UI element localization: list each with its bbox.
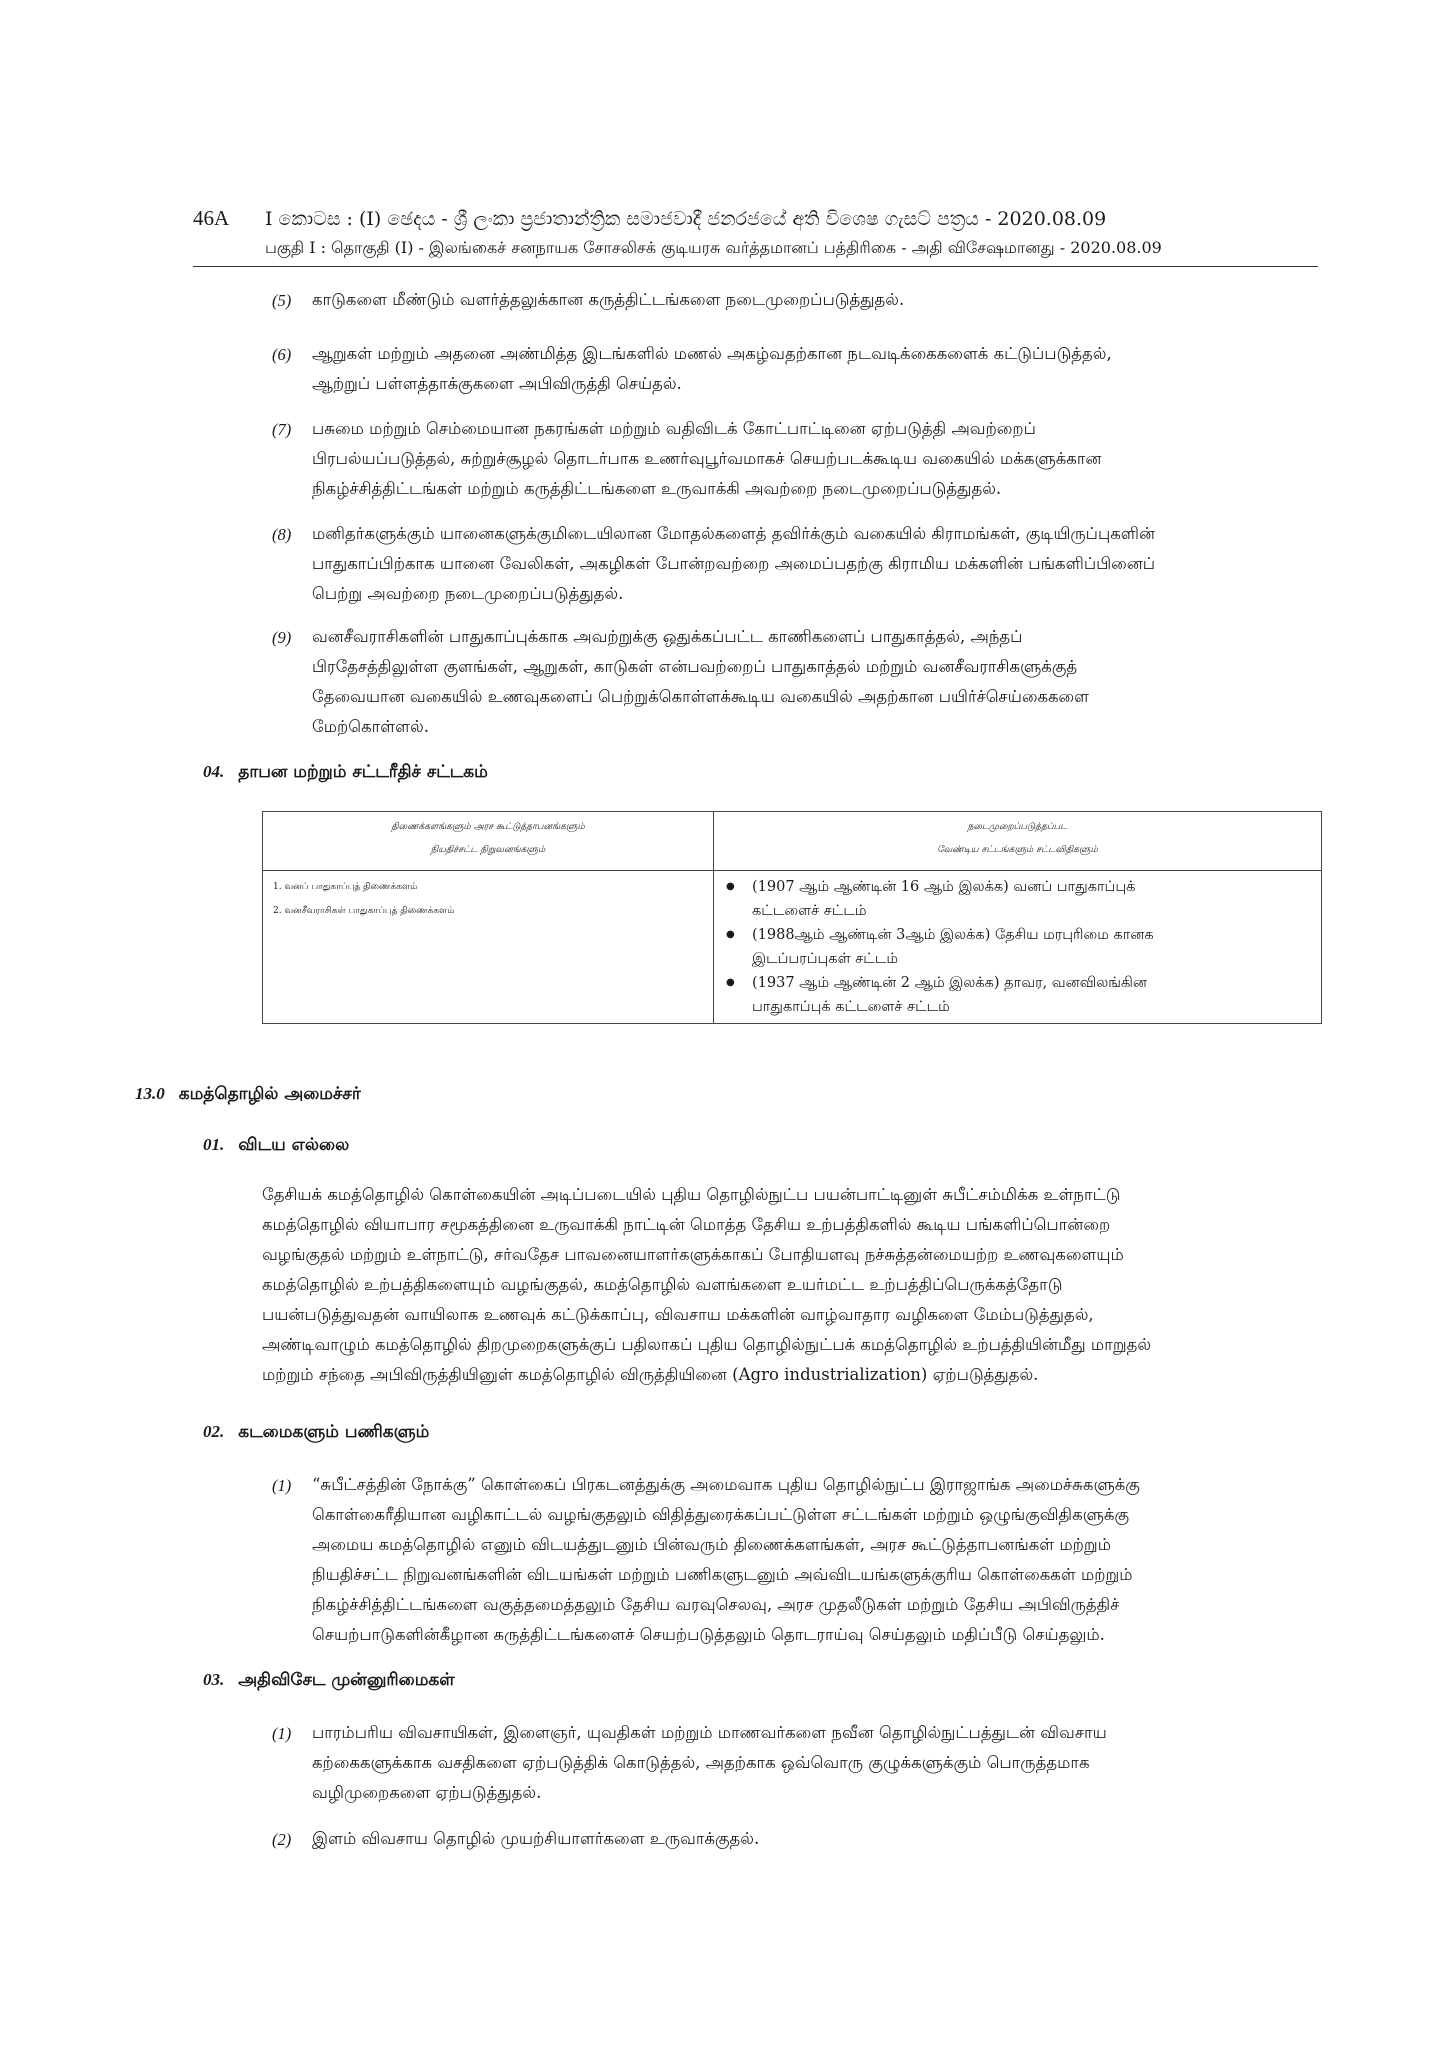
item-number: (9): [272, 628, 292, 647]
item-number: (7): [272, 420, 292, 439]
header-sinhala-title: I කොටස : (I) ඡෙදය - ශ්‍රී ලංකා ප්‍රජාතාන්ත්‍රික සමාජවාදී ජනරජයේ අති විශෙෂ ගැසට් පත්‍රය - 2020.08.09: [265, 208, 1107, 230]
list-item: பாரம்பரிய விவசாயிகள், இளைஞர், யுவதிகள் மற்றும் மாணவர்களை நவீன தொழில்நுட்பத்துடன் விவசாய கற்கைகளுக்காக வசதிகளை ஏற்படுத்திக் கொடுத்தல், அதற்காக ஒவ்வொரு குழுக்களுக்கும் பொருத்தமாக வழிமுறைகளை ஏற்படுத்துதல்.: [312, 1723, 1107, 1802]
table-header-departments: திணைக்களங்களும் அரச கூட்டுத்தாபனங்களும் நியதிச்சட்ட நிறுவனங்களும்: [263, 812, 714, 871]
law-item: ● (1907 ஆம் ஆண்டின் 16 ஆம் இலக்க) வனப் பாதுகாப்புக் கட்டளைச் சட்டம்: [724, 875, 1311, 923]
item-number: (5): [272, 291, 292, 310]
law-item: ● (1937 ஆம் ஆண்டின் 2 ஆம் இலக்க) தாவர, வனவிலங்கின பாதுகாப்புக் கட்டளைச் சட்டம்: [724, 971, 1311, 1019]
item-number: (1): [272, 1724, 292, 1743]
scope-paragraph: தேசியக் கமத்தொழில் கொள்கையின் அடிப்படையில் புதிய தொழில்நுட்ப பயன்பாட்டினுள் சுபீட்சம்மிக்க உள்நாட்டு கமத்தொழில் வியாபார சமூகத்தினை உருவாக்கி நாட்டின் மொத்த தேசிய உற்பத்திகளில் கூடிய பங்களிப்பொன்றை வழங்குதல் மற்றும் உள்நாட்டு, சர்வதேச பாவனையாளர்களுக்காகப் போதியளவு நச்சுத்தன்மையற்ற உணவுகளையும் கமத்தொழில் உற்பத்திகளையும் வழங்குதல், கமத்தொழில் வளங்களை உயர்மட்ட உற்பத்திப்பெருக்கத்தோடு பயன்படுத்துவதன் வாயிலாக உணவுக் கட்டுக்காப்பு, விவசாய மக்களின் வாழ்வாதார வழிகளை மேம்படுத்துதல், அண்டிவாழும் கமத்தொழில் திறமுறைகளுக்குப் பதிலாகப் புதிய தொழில்நுட்பக் கமத்தொழில் உற்பத்தியின்மீது மாறுதல் மற்றும் சந்தை அபிவிருத்தியினுள் கமத்தொழில் விருத்தியினை (Agro industrialization) ஏற்படுத்துதல்.: [262, 1185, 1152, 1384]
header-divider: [193, 266, 1318, 267]
institutional-framework-table: [262, 811, 1322, 1024]
item-number: (2): [272, 1830, 292, 1849]
item-number: (6): [272, 345, 292, 364]
department-item: 2. வனசீவராசிகள் பாதுகாப்புத் திணைக்களம்: [273, 906, 455, 916]
laws-cell: [714, 871, 1322, 1024]
section-heading-02: 02. கடமைகளும் பணிகளும்: [203, 1422, 430, 1442]
section-heading-03: 03. அதிவிசேட முன்னுரிமைகள்: [203, 1670, 455, 1690]
table-header-laws: நடைமுறைப்படுத்தப்பட வேண்டிய சட்டங்களும் சட்டவிதிகளும்: [714, 812, 1322, 871]
list-item: பசுமை மற்றும் செம்மையான நகரங்கள் மற்றும் வதிவிடக் கோட்பாட்டினை ஏற்படுத்தி அவற்றைப் பிரபல்யப்படுத்தல், சுற்றுச்சூழல் தொடர்பாக உணர்வுபூர்வமாகச் செயற்படக்கூடிய வகையில் மக்களுக்கான நிகழ்ச்சித்திட்டங்கள் மற்றும் கருத்திட்டங்களை உருவாக்கி அவற்றை நடைமுறைப்படுத்துதல்.: [312, 419, 1102, 498]
table-header-row: [263, 812, 1322, 871]
list-item: இளம் விவசாய தொழில் முயற்சியாளர்களை உருவாக்குதல்.: [312, 1829, 760, 1848]
table-row: [263, 871, 1322, 1024]
minister-heading: 13.0 கமத்தொழில் அமைச்சர்: [135, 1084, 361, 1104]
departments-cell: [263, 871, 714, 1024]
law-item: ● (1988ஆம் ஆண்டின் 3ஆம் இலக்க) தேசிய மரபுரிமை கானக இடப்பரப்புகள் சட்டம்: [724, 923, 1311, 971]
department-item: 1. வனப் பாதுகாப்புத் திணைக்களம்: [273, 882, 418, 892]
header-tamil-title: பகுதி I : தொகுதி (I) - இலங்கைச் சனநாயக சோசலிசக் குடியரசு வர்த்தமானப் பத்திரிகை - அதி விசேஷமானது - 2020.08.09: [265, 238, 1162, 257]
list-item: “சுபீட்சத்தின் நோக்கு” கொள்கைப் பிரகடனத்துக்கு அமைவாக புதிய தொழில்நுட்ப இராஜாங்க அமைச்சுகளுக்கு கொள்கைரீதியான வழிகாட்டல் வழங்குதலும் விதித்துரைக்கப்பட்டுள்ள சட்டங்கள் மற்றும் ஒழுங்குவிதிகளுக்கு அமைய கமத்தொழில் எனும் விடயத்துடனும் பின்வரும் திணைக்களங்கள், அரச கூட்டுத்தாபனங்கள் மற்றும் நியதிச்சட்ட நிறுவனங்களின் விடயங்கள் மற்றும் பணிகளுடனும் அவ்விடயங்களுக்குரிய கொள்கைகள் மற்றும் நிகழ்ச்சித்திட்டங்களை வகுத்தமைத்தலும் தேசிய வரவுசெலவு, அரச முதலீடுகள் மற்றும் தேசிய அபிவிருத்திச் செயற்பாடுகளின்கீழான கருத்திட்டங்களைச் செயற்படுத்தலும் தொடராய்வு செய்தலும் மதிப்பீடு செய்தலும்.: [312, 1475, 1140, 1644]
section-heading-04: 04. தாபன மற்றும் சட்டரீதிச் சட்டகம்: [203, 762, 488, 782]
item-number: (8): [272, 525, 292, 544]
list-item: வனசீவராசிகளின் பாதுகாப்புக்காக அவற்றுக்கு ஒதுக்கப்பட்ட காணிகளைப் பாதுகாத்தல், அந்தப் பிரதேசத்திலுள்ள குளங்கள், ஆறுகள், காடுகள் என்பவற்றைப் பாதுகாத்தல் மற்றும் வனசீவராசிகளுக்குத் தேவையான வகையில் உணவுகளைப் பெற்றுக்கொள்ளக்கூடிய வகையில் அதற்கான பயிர்ச்செய்கைகளை மேற்கொள்ளல்.: [312, 627, 1090, 736]
section-heading-01: 01. விடய எல்லை: [203, 1135, 350, 1155]
item-number: (1): [272, 1476, 292, 1495]
list-item: காடுகளை மீண்டும் வளர்த்தலுக்கான கருத்திட்டங்களை நடைமுறைப்படுத்துதல்.: [312, 290, 905, 309]
list-item: மனிதர்களுக்கும் யானைகளுக்குமிடையிலான மோதல்களைத் தவிர்க்கும் வகையில் கிராமங்கள், குடியிருப்புகளின் பாதுகாப்பிற்காக யானை வேலிகள், அகழிகள் போன்றவற்றை அமைப்பதற்கு கிராமிய மக்களின் பங்களிப்பினைப் பெற்று அவற்றை நடைமுறைப்படுத்துதல்.: [312, 524, 1156, 603]
list-item: ஆறுகள் மற்றும் அதனை அண்மித்த இடங்களில் மணல் அகழ்வதற்கான நடவடிக்கைகளைக் கட்டுப்படுத்தல், ஆற்றுப் பள்ளத்தாக்குகளை அபிவிருத்தி செய்தல்.: [312, 344, 1112, 393]
page-number: 46A: [193, 206, 230, 230]
